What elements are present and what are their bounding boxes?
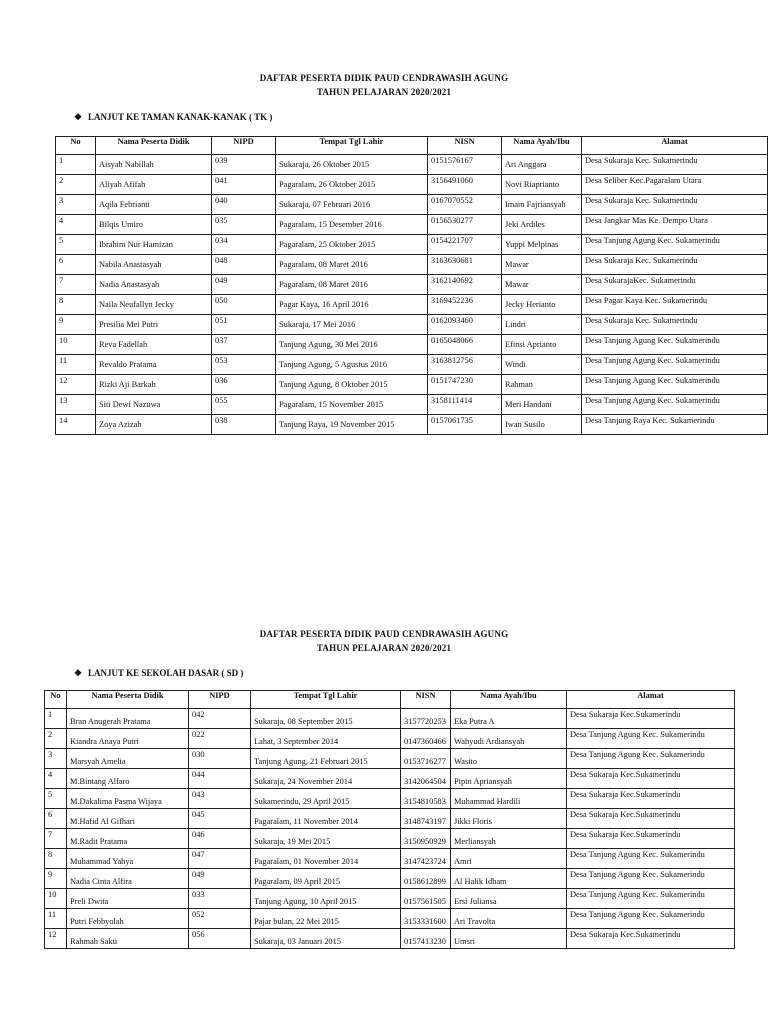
- table-cell: 055: [212, 395, 276, 415]
- table-cell: 052: [189, 909, 251, 929]
- table-cell: Aqila Febrianti: [96, 195, 212, 215]
- table-cell: Rizki Aji Barkah: [96, 375, 212, 395]
- table-row: [45, 769, 735, 789]
- table-cell: Wasito: [451, 749, 567, 769]
- table-cell: 0165048066: [428, 335, 502, 355]
- table-cell: Zoya Azizah: [96, 415, 212, 435]
- table-cell: 1: [45, 709, 67, 729]
- table-header-row: [56, 137, 768, 155]
- table-cell: Desa Tanjung Agung Kec. Sukamerindu: [567, 909, 735, 929]
- table-cell: Eka Putra A: [451, 709, 567, 729]
- table-cell: Nadia Anastasyah: [96, 275, 212, 295]
- table-row: [45, 849, 735, 869]
- table-cell: 041: [212, 175, 276, 195]
- table-cell: Putri Febbyolah: [67, 909, 189, 929]
- table-cell: Presilia Mei Putri: [96, 315, 212, 335]
- table-body: [45, 709, 735, 949]
- table-cell: Desa Tanjung Agung Kec. Sukamerindu: [567, 729, 735, 749]
- table-cell: Desa Tanjung Raya Kec. Sukamerindu: [582, 415, 768, 435]
- column-header: Alamat: [582, 137, 768, 155]
- table-cell: 046: [189, 829, 251, 849]
- table-cell: 3153331600: [401, 909, 451, 929]
- table-cell: Pagaralam, 11 November 2014: [251, 809, 401, 829]
- tk-title-line-1: DAFTAR PESERTA DIDIK PAUD CENDRAWASIH AGUNG: [259, 73, 509, 83]
- table-cell: Tanjung Agung, 21 Februari 2015: [251, 749, 401, 769]
- sd-student-table: [44, 690, 735, 949]
- table-row: [45, 789, 735, 809]
- table-cell: M.Dakalima Pasma Wijaya: [67, 789, 189, 809]
- table-cell: Aisyah Nabillah: [96, 155, 212, 175]
- table-cell: 3169452236: [428, 295, 502, 315]
- table-cell: 037: [212, 335, 276, 355]
- table-cell: Desa Sukaraja Kec.Sukamerindu: [567, 789, 735, 809]
- table-cell: 056: [189, 929, 251, 949]
- table-cell: 0162093460: [428, 315, 502, 335]
- column-header: Tempat Tgl Lahir: [276, 137, 428, 155]
- table-cell: 0154221707: [428, 235, 502, 255]
- table-cell: Desa Sukaraja Kec.Sukamerindu: [567, 809, 735, 829]
- table-cell: Desa Sukaraja Kec. Sukamerindu: [582, 315, 768, 335]
- table-cell: 0153716277: [401, 749, 451, 769]
- table-cell: Efinsi Aprianto: [502, 335, 582, 355]
- table-row: [56, 235, 768, 255]
- table-row: [45, 909, 735, 929]
- table-cell: 0167070552: [428, 195, 502, 215]
- table-cell: Tanjung Agung, 10 April 2015: [251, 889, 401, 909]
- table-cell: 0158612899: [401, 869, 451, 889]
- table-row: [45, 829, 735, 849]
- table-row: [56, 295, 768, 315]
- table-cell: Sukaraja, 03 Januari 2015: [251, 929, 401, 949]
- table-cell: Desa Sukaraja Kec.Sukamerindu: [567, 929, 735, 949]
- table-cell: 4: [45, 769, 67, 789]
- table-cell: 0156530277: [428, 215, 502, 235]
- table-cell: 047: [189, 849, 251, 869]
- table-cell: Tanjung Agung, 8 Oktober 2015: [276, 375, 428, 395]
- table-cell: Umsri: [451, 929, 567, 949]
- sd-subheading-label: LANJUT KE SEKOLAH DASAR ( SD ): [88, 668, 244, 678]
- table-cell: Mawar: [502, 255, 582, 275]
- table-row: [56, 255, 768, 275]
- table-cell: Nabila Anastasyah: [96, 255, 212, 275]
- column-header: Nama Peserta Didik: [67, 691, 189, 709]
- table-cell: 12: [45, 929, 67, 949]
- table-cell: 6: [56, 255, 96, 275]
- table-row: [56, 275, 768, 295]
- table-cell: 10: [45, 889, 67, 909]
- tk-subheading-label: LANJUT KE TAMAN KANAK-KANAK ( TK ): [88, 112, 273, 122]
- table-row: [45, 929, 735, 949]
- diamond-bullet-icon: ❖: [74, 112, 83, 122]
- table-cell: Desa Tanjung Agung Kec. Sukamerindu: [567, 749, 735, 769]
- table-cell: Desa Sukaraja Kec.Sukamerindu: [567, 829, 735, 849]
- table-cell: Desa Tanjung Agung Kec. Sukamerindu: [567, 869, 735, 889]
- table-cell: Jeki Ardiles: [502, 215, 582, 235]
- table-cell: Preli Dwita: [67, 889, 189, 909]
- table-cell: 6: [45, 809, 67, 829]
- table-cell: Pajar bulan, 22 Mei 2015: [251, 909, 401, 929]
- table-cell: 050: [212, 295, 276, 315]
- table-row: [56, 415, 768, 435]
- table-cell: Sukaraja, 08 September 2015: [251, 709, 401, 729]
- table-cell: Tanjung Agung, 5 Agustus 2016: [276, 355, 428, 375]
- table-cell: 042: [189, 709, 251, 729]
- table-header-row: [45, 691, 735, 709]
- table-cell: Pagaralam, 08 Maret 2016: [276, 275, 428, 295]
- table-cell: 3150950929: [401, 829, 451, 849]
- table-cell: Desa Jangkar Mas Ke. Dempo Utara: [582, 215, 768, 235]
- column-header: Nama Ayah/Ibu: [451, 691, 567, 709]
- table-cell: Muhammad Hardili: [451, 789, 567, 809]
- table-cell: Marsyah Amelia: [67, 749, 189, 769]
- table-cell: 0157061735: [428, 415, 502, 435]
- table-cell: Desa SukarajaKec. Sukamerindu: [582, 275, 768, 295]
- table-cell: M.Hafid Al Gifhari: [67, 809, 189, 829]
- table-cell: Ari Travolta: [451, 909, 567, 929]
- table-cell: 030: [189, 749, 251, 769]
- table-cell: 14: [56, 415, 96, 435]
- table-cell: 3163812756: [428, 355, 502, 375]
- table-cell: Rahman: [502, 375, 582, 395]
- table-cell: Pagaralam, 08 Maret 2016: [276, 255, 428, 275]
- table-cell: Meri Handani: [502, 395, 582, 415]
- column-header: NISN: [428, 137, 502, 155]
- sd-title-line-1: DAFTAR PESERTA DIDIK PAUD CENDRAWASIH AGUNG: [259, 629, 509, 639]
- table-cell: Mawar: [502, 275, 582, 295]
- table-cell: Jikki Floris: [451, 809, 567, 829]
- table-cell: 3157720253: [401, 709, 451, 729]
- table-cell: Pipin Apriansyah: [451, 769, 567, 789]
- table-cell: Lindri: [502, 315, 582, 335]
- table-cell: 7: [56, 275, 96, 295]
- column-header: No: [45, 691, 67, 709]
- table-cell: Sukamerindu, 29 April 2015: [251, 789, 401, 809]
- table-cell: Desa Pagar Kaya Kec. Sukamerindu: [582, 295, 768, 315]
- table-row: [45, 809, 735, 829]
- table-cell: Ari Anggara: [502, 155, 582, 175]
- table-row: [56, 395, 768, 415]
- table-cell: 3: [56, 195, 96, 215]
- table-cell: Rahmah Sakti: [67, 929, 189, 949]
- table-cell: 3158111414: [428, 395, 502, 415]
- table-cell: 039: [212, 155, 276, 175]
- table-cell: Desa Sukaraja Kec.Sukamerindu: [567, 709, 735, 729]
- table-cell: 2: [56, 175, 96, 195]
- table-cell: 9: [56, 315, 96, 335]
- table-cell: 11: [45, 909, 67, 929]
- table-cell: Yuppi Melpinas: [502, 235, 582, 255]
- table-cell: Bilqis Umiro: [96, 215, 212, 235]
- table-cell: 043: [189, 789, 251, 809]
- table-cell: 0147360466: [401, 729, 451, 749]
- table-cell: 022: [189, 729, 251, 749]
- table-cell: Pagar Kaya, 16 April 2016: [276, 295, 428, 315]
- table-cell: 048: [212, 255, 276, 275]
- table-row: [45, 709, 735, 729]
- table-cell: Sukaraja, 19 Mei 2015: [251, 829, 401, 849]
- table-body: [56, 155, 768, 435]
- table-cell: Sukaraja, 17 Mei 2016: [276, 315, 428, 335]
- table-cell: 5: [56, 235, 96, 255]
- table-cell: Tanjung Raya, 19 November 2015: [276, 415, 428, 435]
- table-cell: Al Halik Idham: [451, 869, 567, 889]
- table-cell: 3162140692: [428, 275, 502, 295]
- table-cell: Iwan Susilo: [502, 415, 582, 435]
- sd-subheading: [74, 667, 243, 679]
- table-cell: 049: [189, 869, 251, 889]
- column-header: Tempat Tgl Lahir: [251, 691, 401, 709]
- table-cell: 0157413230: [401, 929, 451, 949]
- table-cell: Desa Tanjung Agung Kec. Sukamerindu: [582, 355, 768, 375]
- table-cell: 8: [56, 295, 96, 315]
- table-cell: Novi Riaprianto: [502, 175, 582, 195]
- diamond-bullet-icon: ❖: [74, 668, 83, 678]
- table-cell: Siti Dewi Nazuwa: [96, 395, 212, 415]
- table-cell: Desa Tanjung Agung Kec. Sukamerindu: [582, 395, 768, 415]
- table-cell: 3: [45, 749, 67, 769]
- table-cell: Naila Neufallyn Jecky: [96, 295, 212, 315]
- table-cell: 13: [56, 395, 96, 415]
- table-cell: 040: [212, 195, 276, 215]
- table-cell: 051: [212, 315, 276, 335]
- table-cell: Desa Tanjung Agung Kec. Sukamerindu: [582, 235, 768, 255]
- table-cell: Revaldo Pratama: [96, 355, 212, 375]
- table-cell: 7: [45, 829, 67, 849]
- table-cell: Sukaraja, 07 Februari 2016: [276, 195, 428, 215]
- table-cell: 035: [212, 215, 276, 235]
- table-row: [56, 155, 768, 175]
- table-cell: 11: [56, 355, 96, 375]
- table-cell: 8: [45, 849, 67, 869]
- table-cell: Kiandra Anaya Putri: [67, 729, 189, 749]
- table-cell: 045: [189, 809, 251, 829]
- table-cell: Sukaraja, 26 Oktober 2015: [276, 155, 428, 175]
- table-row: [45, 749, 735, 769]
- table-cell: Sukaraja, 24 November 2014: [251, 769, 401, 789]
- table-cell: Merliansyah: [451, 829, 567, 849]
- table-cell: 5: [45, 789, 67, 809]
- table-cell: M.Bintang Alfaro: [67, 769, 189, 789]
- table-cell: 1: [56, 155, 96, 175]
- table-cell: Nadia Cinta Alfira: [67, 869, 189, 889]
- table-cell: 053: [212, 355, 276, 375]
- table-cell: 038: [212, 415, 276, 435]
- table-cell: Muhammad Yahya: [67, 849, 189, 869]
- table-cell: 036: [212, 375, 276, 395]
- table-cell: Desa Tanjung Agung Kec. Sukamerindu: [582, 335, 768, 355]
- table-cell: 3163630681: [428, 255, 502, 275]
- table-cell: Pagaralam, 09 April 2015: [251, 869, 401, 889]
- table-row: [56, 315, 768, 335]
- table-row: [56, 215, 768, 235]
- table-cell: 049: [212, 275, 276, 295]
- table-cell: Desa Tanjung Agung Kec. Sukamerindu: [567, 849, 735, 869]
- table-cell: Desa Sukaraja Kec. Sukamerindu: [582, 155, 768, 175]
- table-cell: Jecky Herianto: [502, 295, 582, 315]
- table-cell: Amri: [451, 849, 567, 869]
- table-row: [45, 729, 735, 749]
- table-cell: Desa Sukaraja Kec.Sukamerindu: [567, 769, 735, 789]
- table-cell: M.Radit Pratama: [67, 829, 189, 849]
- column-header: Alamat: [567, 691, 735, 709]
- column-header: No: [56, 137, 96, 155]
- table-cell: 3147423724: [401, 849, 451, 869]
- table-row: [56, 195, 768, 215]
- table-cell: 034: [212, 235, 276, 255]
- table-row: [56, 375, 768, 395]
- column-header: Nama Ayah/Ibu: [502, 137, 582, 155]
- table-row: [56, 175, 768, 195]
- table-cell: Lahat, 3 September 2014: [251, 729, 401, 749]
- table-cell: 10: [56, 335, 96, 355]
- table-cell: Windi: [502, 355, 582, 375]
- table-cell: Wahyudi Ardiansyah: [451, 729, 567, 749]
- table-row: [45, 869, 735, 889]
- table-cell: Pagaralam, 15 November 2015: [276, 395, 428, 415]
- table-cell: Desa Seliber Kec.Pagaralam Utara: [582, 175, 768, 195]
- table-cell: Desa Tanjung Agung Kec. Sukamerindu: [582, 375, 768, 395]
- column-header: NIPD: [189, 691, 251, 709]
- table-cell: 12: [56, 375, 96, 395]
- table-cell: 4: [56, 215, 96, 235]
- table-cell: 3142064504: [401, 769, 451, 789]
- table-cell: 3148743197: [401, 809, 451, 829]
- table-cell: 2: [45, 729, 67, 749]
- table-cell: Desa Tanjung Agung Kec. Sukamerindu: [567, 889, 735, 909]
- table-cell: 033: [189, 889, 251, 909]
- table-cell: 3156491060: [428, 175, 502, 195]
- tk-student-table: [55, 136, 768, 435]
- table-cell: Pagaralam, 25 Oktober 2015: [276, 235, 428, 255]
- table-cell: 3154810583: [401, 789, 451, 809]
- table-cell: 044: [189, 769, 251, 789]
- column-header: Nama Peserta Didik: [96, 137, 212, 155]
- table-cell: 0157561505: [401, 889, 451, 909]
- table-row: [56, 355, 768, 375]
- table-cell: Ersi Juliansa: [451, 889, 567, 909]
- table-cell: Desa Sukaraja Kec. Sukamerindu: [582, 195, 768, 215]
- table-cell: Pagaralam, 26 Oktober 2015: [276, 175, 428, 195]
- table-cell: 0151576167: [428, 155, 502, 175]
- table-cell: Tanjung Agung, 30 Mei 2016: [276, 335, 428, 355]
- table-cell: Aliyah Afifah: [96, 175, 212, 195]
- table-cell: Pagaralam, 01 November 2014: [251, 849, 401, 869]
- table-cell: Ibrahim Nur Hamizan: [96, 235, 212, 255]
- table-cell: Desa Sukaraja Kec. Sukamerindu: [582, 255, 768, 275]
- table-cell: Imam Fajriansyah: [502, 195, 582, 215]
- column-header: NISN: [401, 691, 451, 709]
- sd-title-line-2: TAHUN PELAJARAN 2020/2021: [316, 643, 452, 653]
- tk-subheading: [74, 111, 272, 123]
- table-cell: Reva Fadellah: [96, 335, 212, 355]
- table-row: [56, 335, 768, 355]
- tk-title-line-2: TAHUN PELAJARAN 2020/2021: [316, 87, 452, 97]
- table-cell: 0151747230: [428, 375, 502, 395]
- table-row: [45, 889, 735, 909]
- table-cell: Pagaralam, 15 Desember 2016: [276, 215, 428, 235]
- column-header: NIPD: [212, 137, 276, 155]
- table-cell: Bran Anugerah Pratama: [67, 709, 189, 729]
- table-cell: 9: [45, 869, 67, 889]
